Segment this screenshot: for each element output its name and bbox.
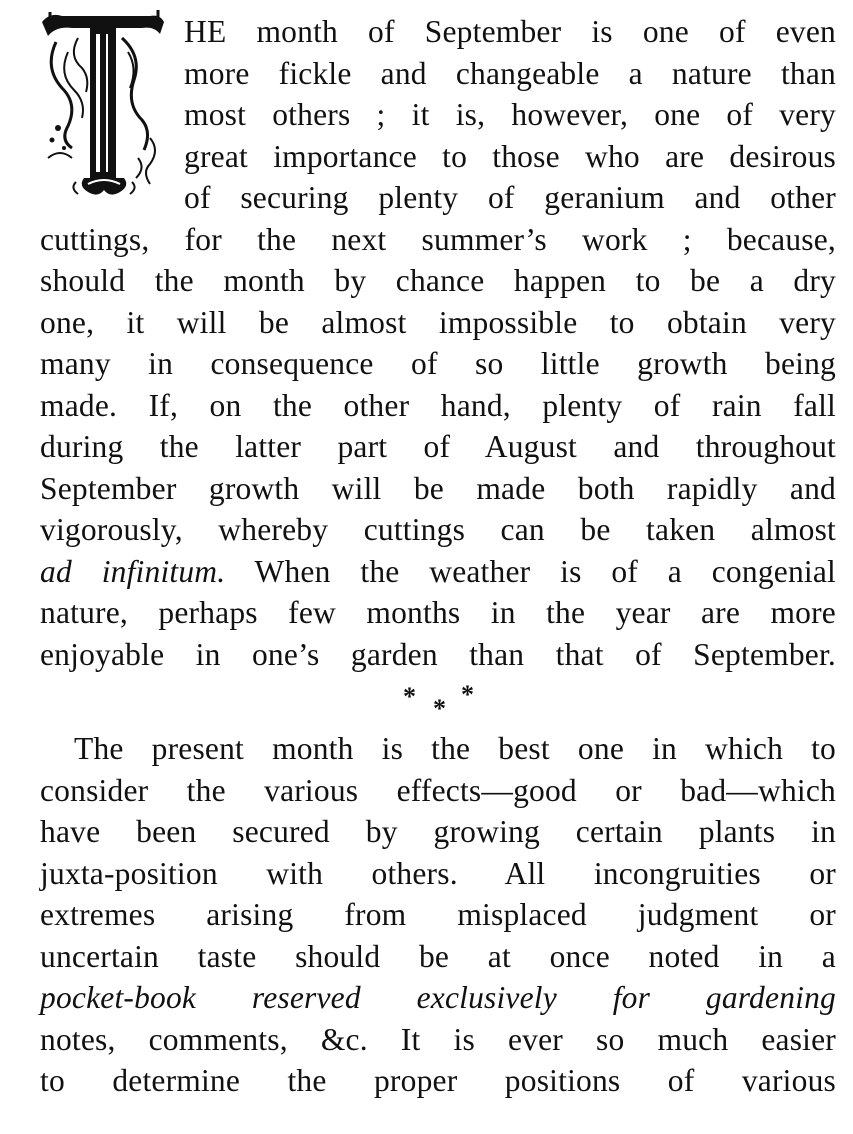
- text-line: great importance to those who are desirous: [184, 139, 836, 174]
- text-line: more fickle and changeable a nature than: [184, 56, 836, 91]
- text-line: of securing plenty of geranium and other: [184, 180, 836, 215]
- text-line: nature, perhaps few months in the year are more: [40, 595, 836, 630]
- text-line: cuttings, for the next summer’s work ; because,: [40, 222, 836, 257]
- asterisk: *: [433, 694, 446, 723]
- text-line: have been secured by growing certain plants in: [40, 814, 836, 849]
- text-line: consider the various effects—good or bad—which: [40, 773, 836, 808]
- text-line: juxta-position with others. All incongruities or: [40, 856, 836, 891]
- text-line: HE month of September is one of even: [184, 14, 836, 49]
- text-line: notes, comments, &c. It is ever so much easier: [40, 1022, 836, 1057]
- ornamental-t-icon: [38, 8, 168, 208]
- line-remainder: When the weather is of a congenial: [225, 554, 836, 589]
- asterism-separator: [395, 680, 485, 726]
- text-line: made. If, on the other hand, plenty of rain fall: [40, 388, 836, 423]
- text-line: extremes arising from misplaced judgment or: [40, 897, 836, 932]
- text-line: enjoyable in one’s garden than that of September.: [40, 637, 836, 672]
- text-line: most others ; it is, however, one of very: [184, 97, 836, 132]
- text-line: one, it will be almost impossible to obtain very: [40, 305, 836, 340]
- text-line: should the month by chance happen to be a dry: [40, 263, 836, 298]
- ornamental-drop-cap: [38, 8, 168, 208]
- text-line: The present month is the best one in which to: [74, 731, 836, 766]
- text-line: during the latter part of August and throughout: [40, 429, 836, 464]
- text-line: uncertain taste should be at once noted in a: [40, 939, 836, 974]
- asterisk: *: [403, 682, 416, 711]
- italic-phrase: ad infinitum.: [40, 554, 226, 589]
- text-line: to determine the proper positions of various: [40, 1063, 836, 1098]
- text-line-italic: pocket-book reserved exclusively for gardening: [40, 980, 836, 1015]
- text-line: vigorously, whereby cuttings can be taken almost: [40, 512, 836, 547]
- text-line: September growth will be made both rapidly and: [40, 471, 836, 506]
- text-line-with-italic: [40, 554, 836, 590]
- asterisk: *: [461, 680, 474, 709]
- text-line: many in consequence of so little growth being: [40, 346, 836, 381]
